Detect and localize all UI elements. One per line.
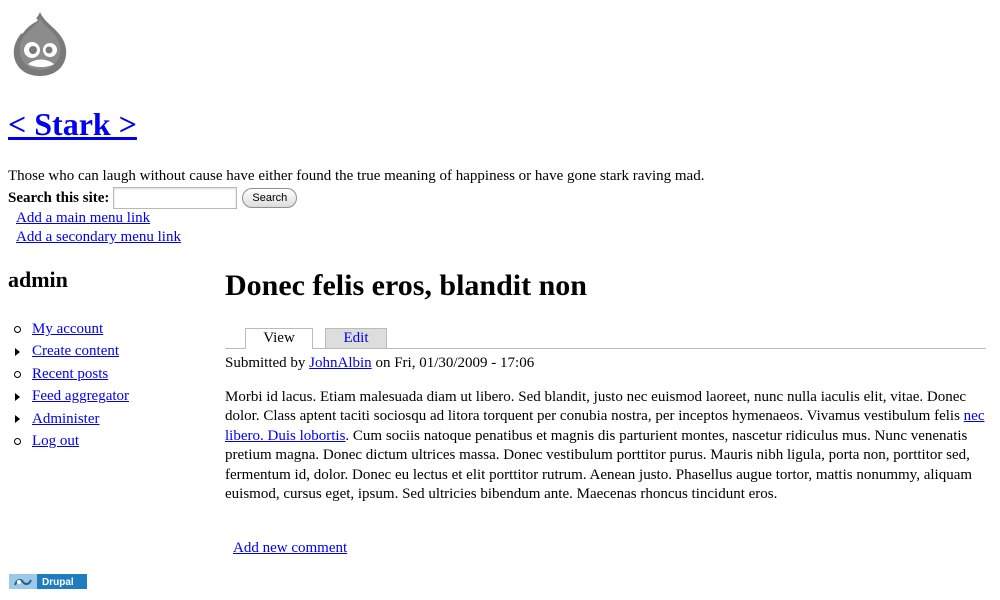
site-name-link[interactable]: < Stark > — [8, 106, 137, 142]
search-input[interactable] — [113, 187, 237, 209]
body-text-start: Morbi id lacus. Etiam malesuada diam ut libero. Sed blandit, justo nec euismod laoreet, nunc nulla iaculis elit, vitae. Donec dolor. Class aptent taciti sociosqu ad litora torquent per conubia nostra, per inceptos hymenaeos. Vivamus vestibulum felis — [225, 389, 967, 425]
tab-view[interactable]: View — [245, 328, 313, 349]
powered-by-drupal-badge[interactable] — [9, 574, 87, 589]
sidebar-link-create-content[interactable]: Create content — [32, 343, 120, 360]
sidebar-title: admin — [8, 267, 68, 292]
circle-bullet-icon — [14, 438, 32, 445]
drupal-logo-icon[interactable] — [8, 10, 72, 78]
tab-edit[interactable] — [325, 328, 387, 348]
site-slogan: Those who can laugh without cause have either found the true meaning of happiness or have gone stark raving mad. — [8, 168, 705, 184]
node-tabs — [225, 328, 986, 349]
circle-bullet-icon — [14, 326, 32, 333]
submitted-info — [225, 353, 534, 373]
body-text-end: . Cum sociis natoque penatibus et magnis dis parturient montes, nascetur ridiculus mus. Nunc venenatis pretium magna. Donec dictum ultrices massa. Donec vestibulum porttitor purus. Mauris nibh ligula, porta non, porttitor sed, fermentum id, dolor. Donec eu lectus et elit porttitor rutrum. Aenean justo. Phasellus augue tortor, mattis nonummy, aliquam euismod, cursus eget, ipsum. Sed ultricies bibendum ante. Maecenas rhoncus tincidunt eros. — [225, 427, 973, 503]
add-main-menu-link[interactable]: Add a main menu link — [16, 210, 151, 226]
body-inline-link[interactable]: nec libero. Duis lobortis — [225, 408, 985, 444]
sidebar-item-feed-aggregator — [14, 386, 129, 409]
user-menu — [14, 318, 129, 453]
powered-by-text: Drupal — [42, 577, 74, 588]
collapsed-arrow-icon[interactable] — [14, 415, 32, 423]
search-label: Search this site: — [8, 189, 110, 206]
search-form — [8, 186, 297, 210]
add-secondary-menu-link[interactable]: Add a secondary menu link — [16, 229, 181, 245]
sidebar-item-log-out — [14, 431, 129, 454]
author-link[interactable]: JohnAlbin — [309, 355, 372, 371]
circle-bullet-icon — [14, 371, 32, 378]
sidebar-link-log-out[interactable]: Log out — [32, 433, 80, 450]
node-body — [225, 388, 987, 504]
collapsed-arrow-icon[interactable] — [14, 348, 32, 356]
submitted-date: on Fri, 01/30/2009 - 17:06 — [371, 355, 535, 371]
tab-edit-link[interactable]: Edit — [343, 330, 369, 346]
sidebar-item-recent-posts — [14, 363, 129, 386]
sidebar-link-recent-posts[interactable]: Recent posts — [32, 365, 109, 382]
collapsed-arrow-icon[interactable] — [14, 393, 32, 401]
sidebar-link-feed-aggregator[interactable]: Feed aggregator — [32, 388, 130, 405]
add-new-comment-link[interactable]: Add new comment — [233, 540, 348, 556]
sidebar-item-administer — [14, 408, 129, 431]
page-title: Donec felis eros, blandit non — [225, 269, 587, 302]
sidebar-item-my-account — [14, 318, 129, 341]
sidebar-link-administer[interactable]: Administer — [32, 410, 100, 427]
sidebar-link-my-account[interactable]: My account — [32, 320, 104, 337]
sidebar-item-create-content — [14, 341, 129, 364]
search-button[interactable]: Search — [242, 188, 297, 208]
submitted-prefix: Submitted by — [225, 355, 310, 371]
site-name — [8, 104, 137, 144]
